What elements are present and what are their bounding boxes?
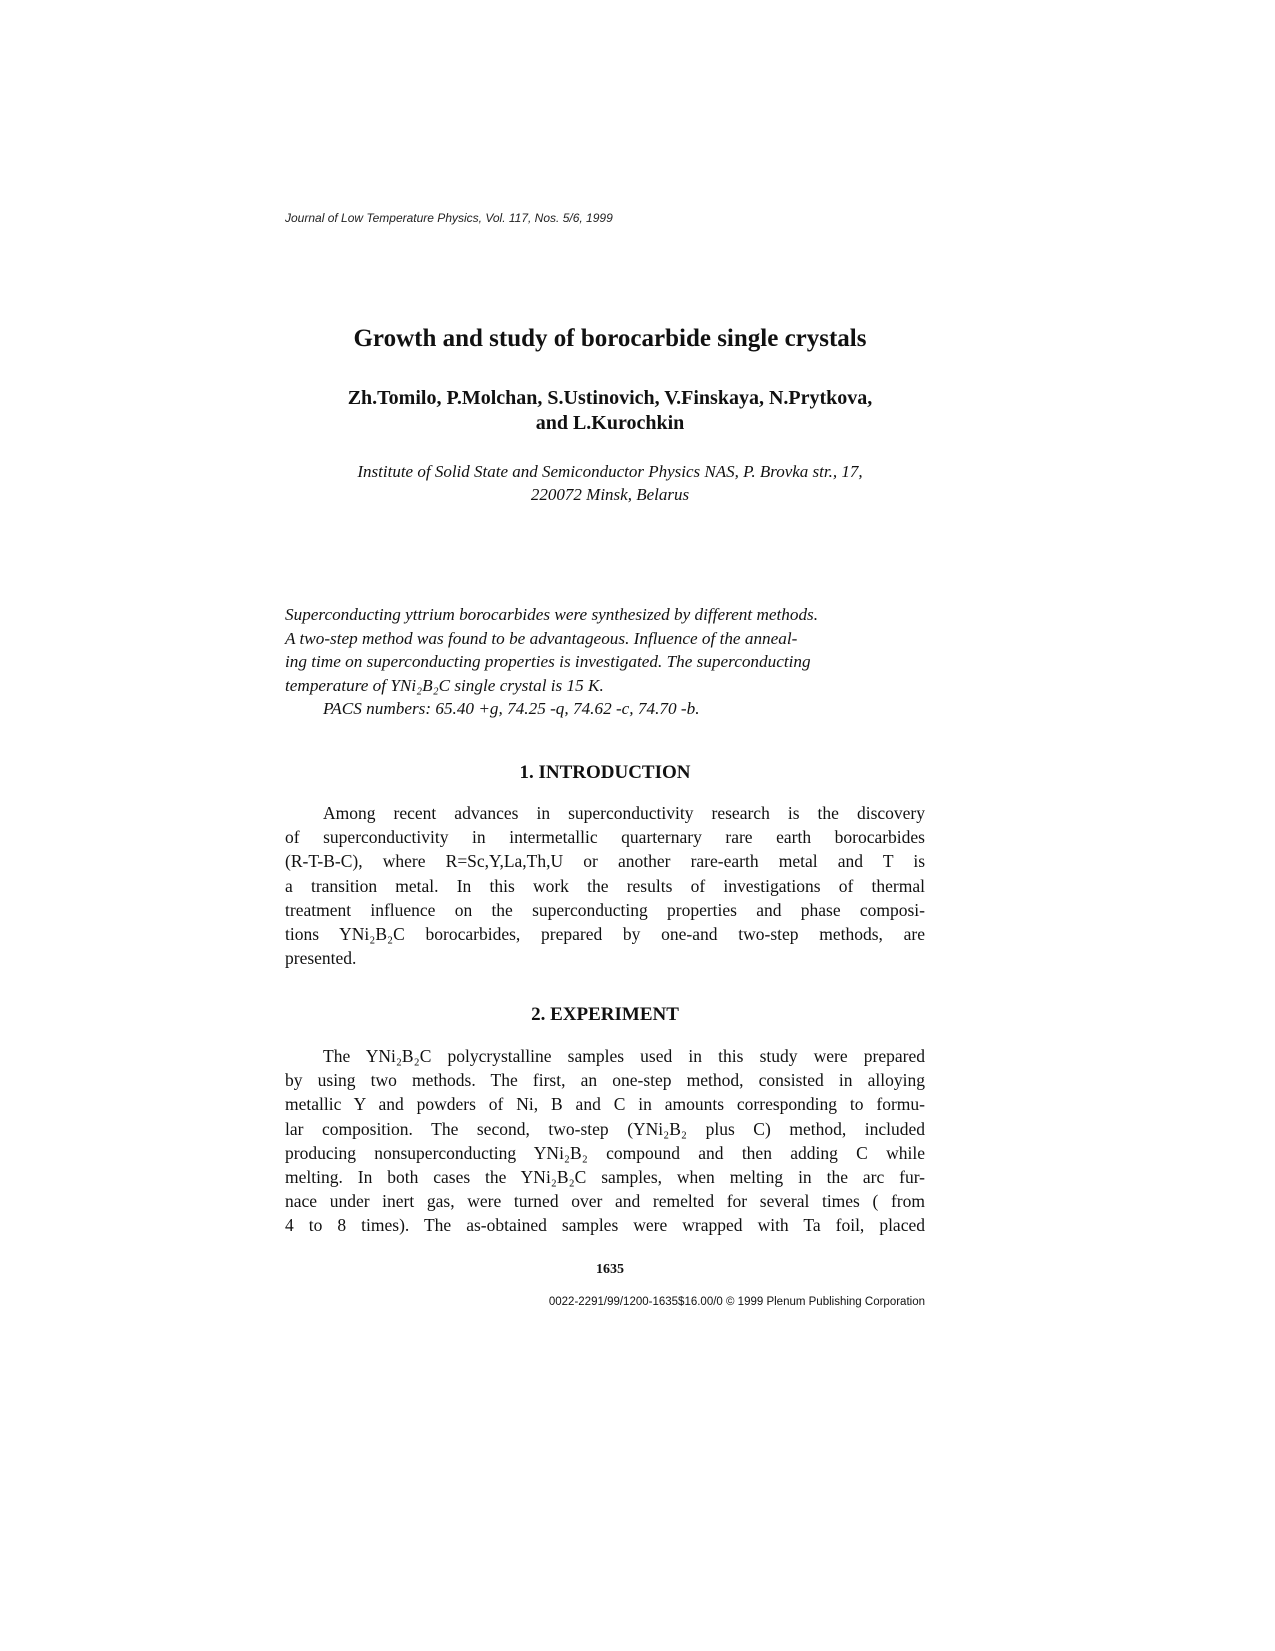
experiment-body bbox=[285, 1044, 925, 1238]
paragraph-line: tions YNi₂B₂C borocarbides, prepared by one-and two-step methods, are bbox=[285, 924, 925, 945]
section-heading-experiment: 2. EXPERIMENT bbox=[531, 1004, 679, 1025]
affiliation-line: 220072 Minsk, Belarus bbox=[530, 485, 690, 504]
paragraph-line: presented. bbox=[285, 948, 357, 969]
paragraph-line: treatment influence on the superconducting properties and phase composi- bbox=[285, 899, 925, 920]
author-line: Zh.Tomilo, P.Molchan, S.Ustinovich, V.Finskaya, N.Prytkova, bbox=[347, 387, 873, 409]
paragraph-line: melting. In both cases the YNi₂B₂C samples, when melting in the arc fur- bbox=[285, 1167, 925, 1188]
pacs-numbers: PACS numbers: 65.40 +g, 74.25 -q, 74.62 -c, 74.70 -b. bbox=[323, 699, 700, 718]
author-list bbox=[280, 386, 940, 436]
section-heading-introduction: 1. INTRODUCTION bbox=[519, 762, 691, 783]
affiliation-line: Institute of Solid State and Semiconductor Physics NAS, P. Brovka str., 17, bbox=[357, 462, 863, 481]
paragraph-line: producing nonsuperconducting YNi₂B₂ compound and then adding C while bbox=[285, 1142, 925, 1163]
abstract-line: Superconducting yttrium borocarbides were synthesized by different methods. bbox=[285, 605, 819, 624]
copyright-line: 0022-2291/99/1200-1635$16.00/0 © 1999 Plenum Publishing Corporation bbox=[548, 1296, 925, 1308]
paragraph-line: Among recent advances in superconductivity research is the discovery bbox=[323, 803, 925, 823]
paragraph-line: metallic Y and powders of Ni, B and C in amounts corresponding to formu- bbox=[285, 1094, 925, 1115]
paragraph-line: nace under inert gas, were turned over and remelted for several times ( from bbox=[285, 1191, 925, 1212]
abstract-line: A two-step method was found to be advantageous. Influence of the anneal- bbox=[285, 628, 798, 648]
abstract bbox=[285, 603, 925, 721]
paragraph-line: lar composition. The second, two-step (YNi₂B₂ plus C) method, included bbox=[285, 1118, 925, 1139]
paper-title: Growth and study of borocarbide single crystals bbox=[353, 325, 867, 352]
abstract-line: ing time on superconducting properties is investigated. The superconducting bbox=[285, 652, 811, 671]
paragraph-line: (R-T-B-C), where R=Sc,Y,La,Th,U or another rare-earth metal and T is bbox=[285, 851, 925, 872]
paragraph-line: a transition metal. In this work the results of investigations of thermal bbox=[285, 875, 925, 896]
paragraph-line: The YNi₂B₂C polycrystalline samples used in this study were prepared bbox=[323, 1046, 925, 1066]
paragraph-line: by using two methods. The first, an one-step method, consisted in alloying bbox=[285, 1070, 925, 1091]
author-line: and L.Kurochkin bbox=[535, 412, 685, 434]
affiliation bbox=[280, 460, 940, 506]
journal-header: Journal of Low Temperature Physics, Vol. 117, Nos. 5/6, 1999 bbox=[285, 211, 613, 225]
abstract-line: temperature of YNi₂B₂C single crystal is 15 K. bbox=[285, 675, 604, 695]
paragraph-line: of superconductivity in intermetallic quarternary rare earth borocarbides bbox=[285, 827, 925, 848]
paragraph-line: 4 to 8 times). The as-obtained samples were wrapped with Ta foil, placed bbox=[285, 1215, 925, 1236]
introduction-body bbox=[285, 801, 925, 970]
page-number: 1635 bbox=[596, 1262, 624, 1277]
